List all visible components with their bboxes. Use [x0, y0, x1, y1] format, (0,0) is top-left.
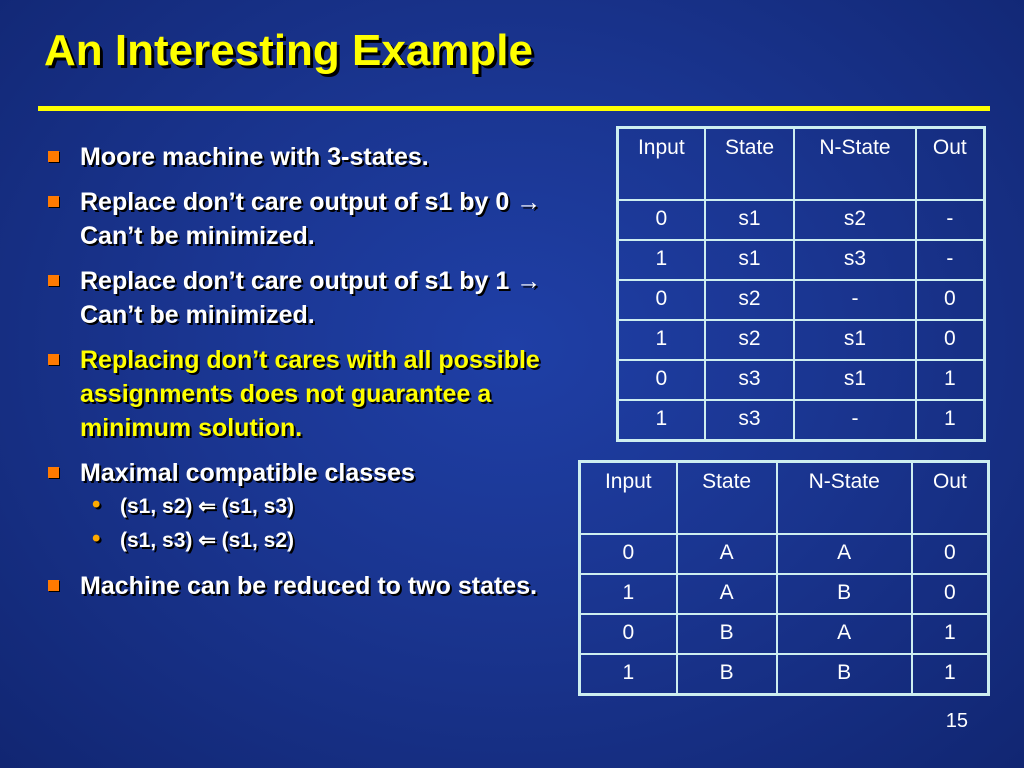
table-row: [618, 240, 985, 280]
table-cell: 0: [916, 320, 985, 360]
table-header-row: [618, 128, 985, 201]
table-row: [580, 534, 989, 574]
sub-bullet-text: (s1, s2) ⇐ (s1, s3): [120, 495, 295, 518]
square-bullet-icon: [48, 467, 59, 478]
table-cell: -: [794, 280, 915, 320]
sub-bullet-list: [80, 490, 604, 558]
table-row: [580, 574, 989, 614]
table-header-cell: Input: [580, 462, 677, 535]
square-bullet-icon: [48, 196, 59, 207]
table-cell: s2: [705, 280, 795, 320]
table-cell: B: [677, 614, 777, 654]
title-underline: [38, 106, 990, 111]
table-cell: 1: [580, 574, 677, 614]
bullet-item: [44, 264, 604, 332]
table-cell: -: [916, 200, 985, 240]
table-cell: A: [677, 574, 777, 614]
sub-bullet-item: [80, 490, 604, 524]
table-header-row: [580, 462, 989, 535]
table-cell: 0: [912, 534, 989, 574]
table-cell: B: [677, 654, 777, 695]
bullet-item: [44, 569, 604, 603]
table-cell: s3: [794, 240, 915, 280]
bullet-list: [44, 140, 604, 614]
table-header-cell: N-State: [777, 462, 912, 535]
table-header-cell: Out: [912, 462, 989, 535]
square-bullet-icon: [48, 580, 59, 591]
table-header-cell: State: [677, 462, 777, 535]
table-cell: 1: [916, 360, 985, 400]
table-cell: 1: [912, 654, 989, 695]
table-cell: 0: [580, 534, 677, 574]
table-cell: A: [777, 614, 912, 654]
square-bullet-icon: [48, 151, 59, 162]
bullet-text: Maximal compatible classes: [80, 459, 415, 487]
sub-bullet-text: (s1, s3) ⇐ (s1, s2): [120, 529, 295, 552]
table-cell: s3: [705, 360, 795, 400]
table-cell: s1: [794, 360, 915, 400]
table-cell: 0: [618, 360, 705, 400]
table-row: [618, 280, 985, 320]
table-cell: s2: [705, 320, 795, 360]
table-cell: s1: [705, 240, 795, 280]
table-cell: 0: [912, 574, 989, 614]
table-header-cell: Out: [916, 128, 985, 201]
table-cell: 1: [912, 614, 989, 654]
table-row: [618, 320, 985, 360]
bullet-text: Replace don’t care output of s1 by 1 → Can’t be minimized.: [80, 267, 542, 329]
table-cell: B: [777, 574, 912, 614]
table-cell: 1: [618, 240, 705, 280]
table-row: [580, 614, 989, 654]
bullet-text: Replacing don’t cares with all possible assignments does not guarantee a minimum solution.: [80, 346, 540, 442]
state-table-original: [616, 126, 986, 442]
table-cell: s3: [705, 400, 795, 441]
square-bullet-icon: [48, 354, 59, 365]
table-row: [618, 200, 985, 240]
table-cell: A: [777, 534, 912, 574]
table-cell: s1: [705, 200, 795, 240]
table-row: [580, 654, 989, 695]
table-cell: 0: [618, 200, 705, 240]
page-number: 15: [945, 710, 968, 732]
table-cell: 0: [916, 280, 985, 320]
bullet-item: [44, 140, 604, 174]
table-header-cell: N-State: [794, 128, 915, 201]
table-header-cell: State: [705, 128, 795, 201]
dot-bullet-icon: •: [92, 525, 101, 552]
table-cell: B: [777, 654, 912, 695]
bullet-item-highlight: [44, 343, 604, 445]
table-cell: -: [794, 400, 915, 441]
table-cell: s1: [794, 320, 915, 360]
bullet-text: Replace don’t care output of s1 by 0 → Can’t be minimized.: [80, 188, 542, 250]
table-cell: 1: [916, 400, 985, 441]
square-bullet-icon: [48, 275, 59, 286]
table-cell: s2: [794, 200, 915, 240]
bullet-text: Moore machine with 3-states.: [80, 143, 429, 171]
table-cell: 1: [580, 654, 677, 695]
table-cell: 1: [618, 320, 705, 360]
sub-bullet-item: [80, 524, 604, 558]
bullet-text: Machine can be reduced to two states.: [80, 572, 538, 600]
table-cell: 1: [618, 400, 705, 441]
table-row: [618, 360, 985, 400]
table-row: [618, 400, 985, 441]
bullet-item: [44, 456, 604, 558]
table-cell: 0: [618, 280, 705, 320]
bullet-item: [44, 185, 604, 253]
table-cell: A: [677, 534, 777, 574]
table-header-cell: Input: [618, 128, 705, 201]
state-table-reduced: [578, 460, 990, 696]
table-cell: 0: [580, 614, 677, 654]
dot-bullet-icon: •: [92, 491, 101, 518]
table-cell: -: [916, 240, 985, 280]
slide-title: An Interesting Example: [44, 26, 534, 75]
